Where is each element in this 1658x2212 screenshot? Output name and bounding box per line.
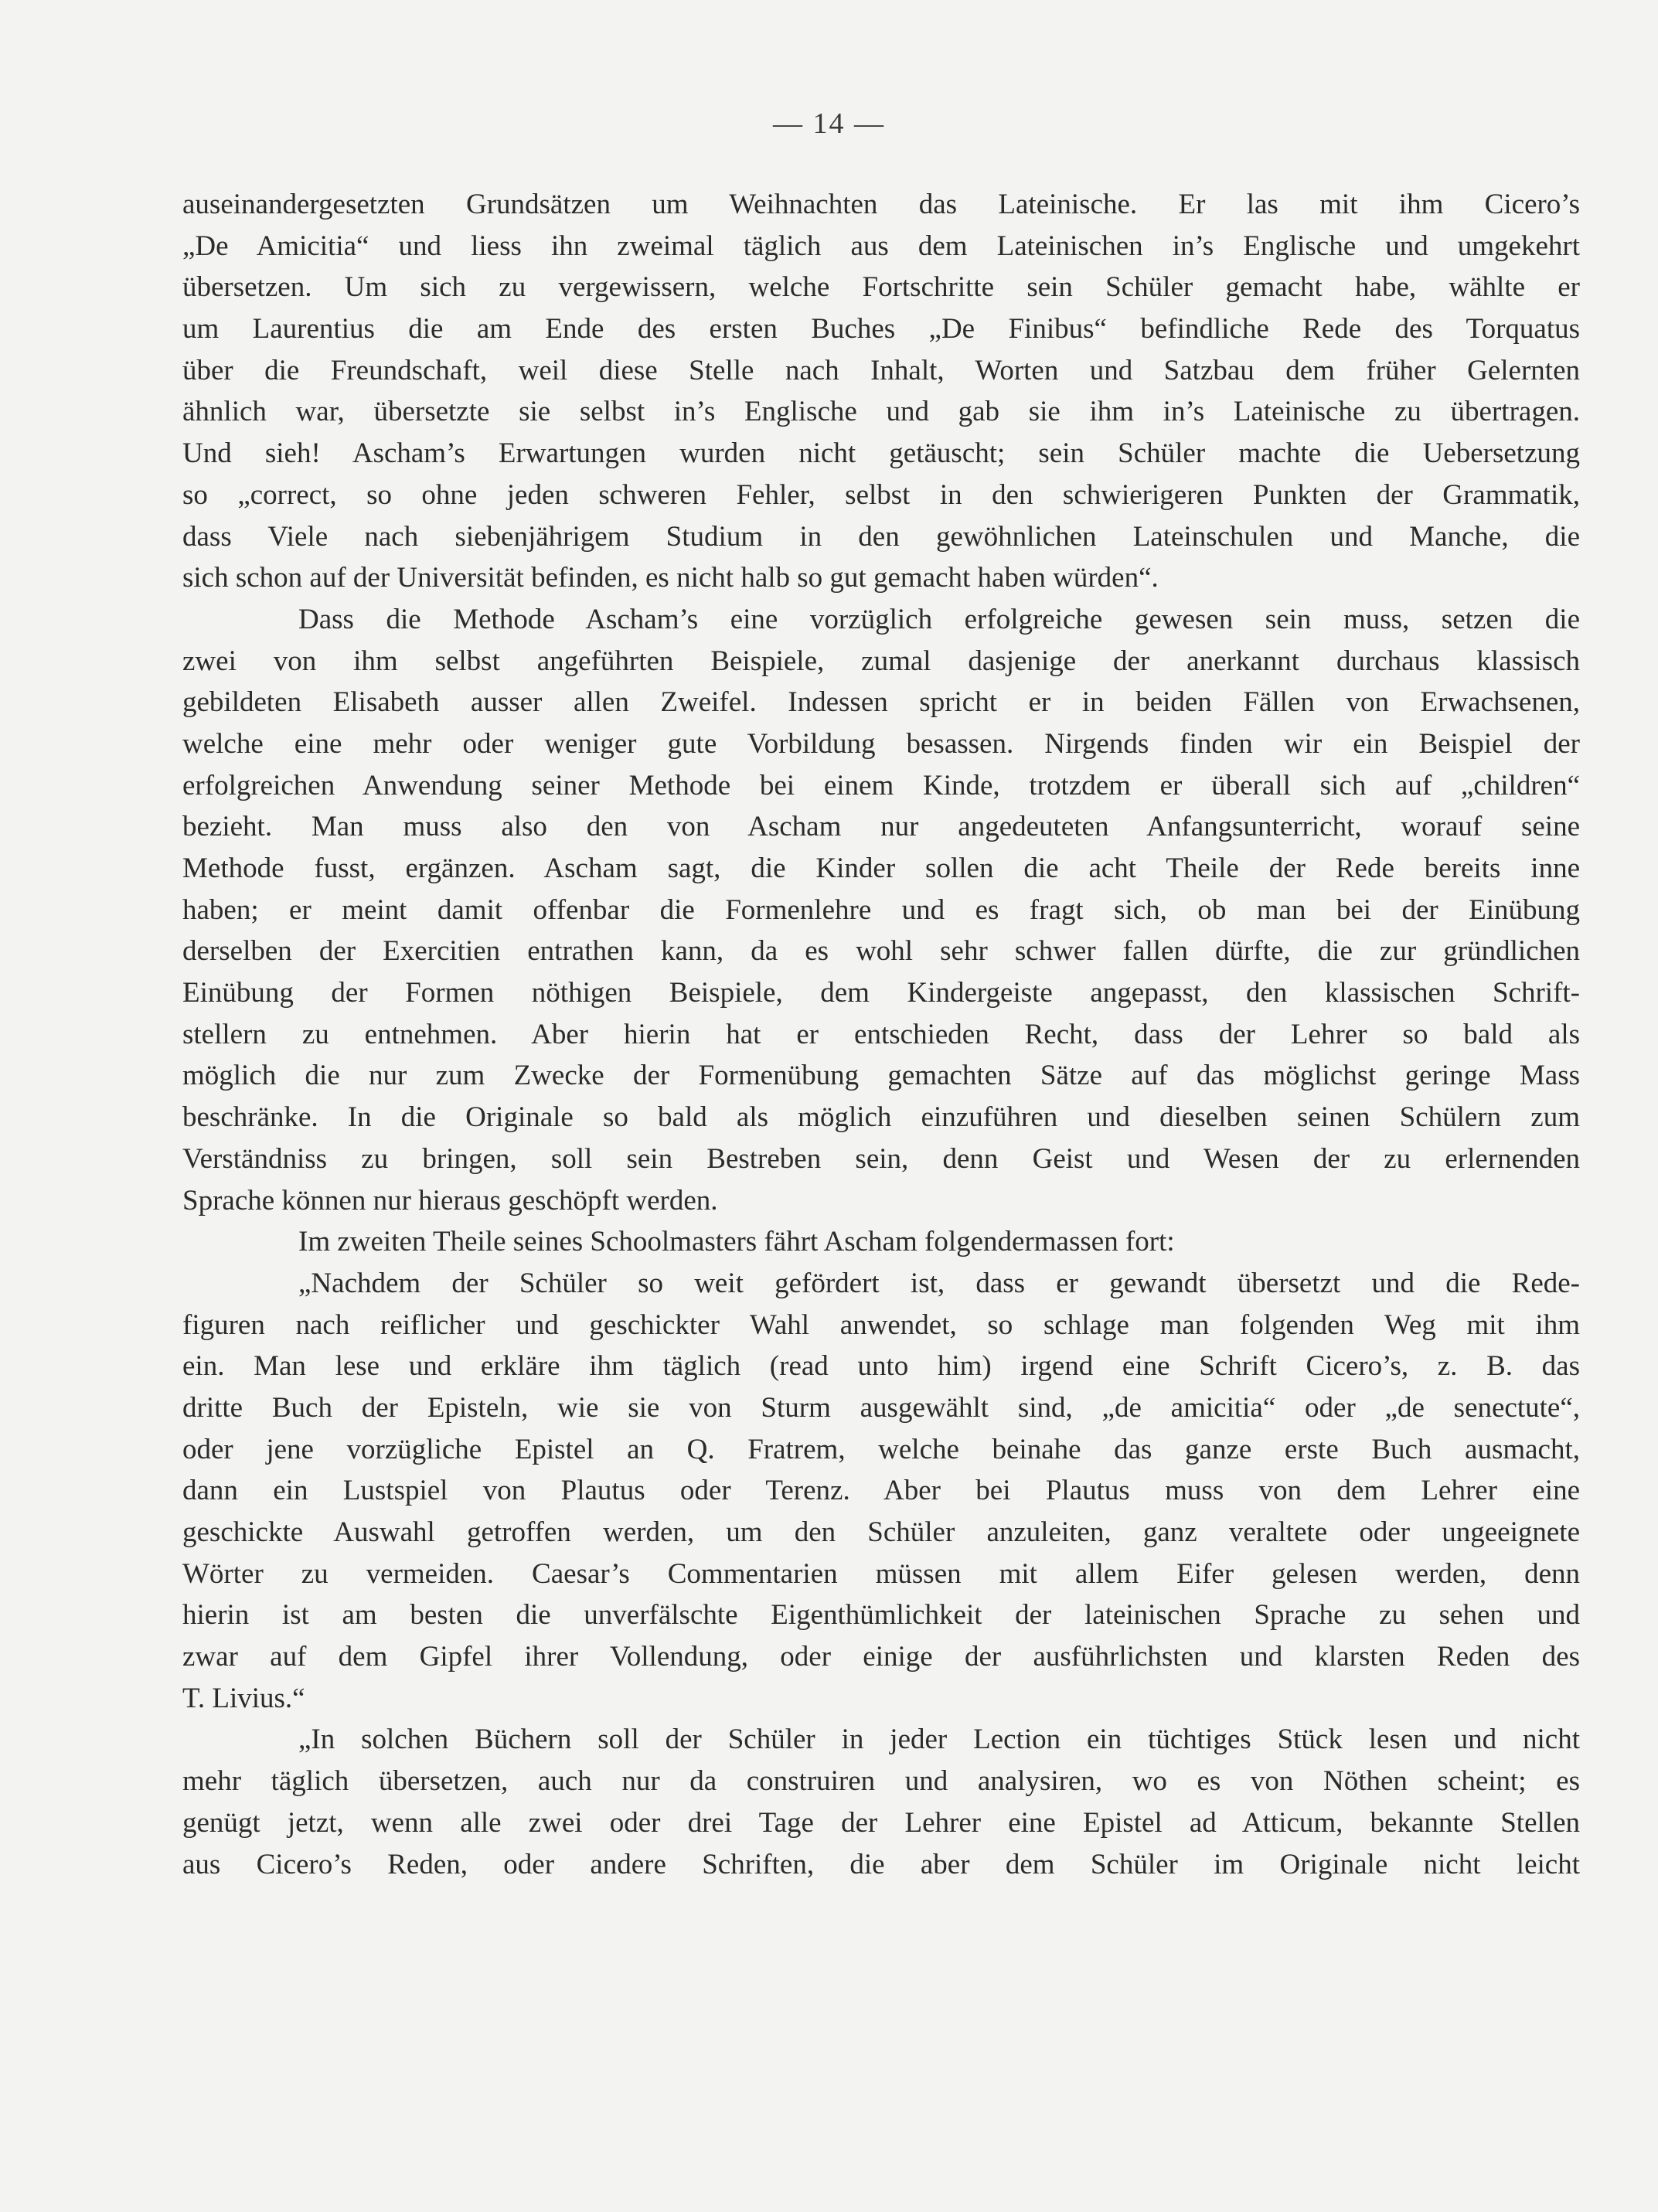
text-line: welche eine mehr oder weniger gute Vorbildung besassen. Nirgends finden wir ein Beispiel der (182, 727, 1580, 760)
body-text (182, 184, 1580, 1885)
text-line: über die Freundschaft, weil diese Stelle nach Inhalt, Worten und Satzbau dem früher Gelernten (182, 354, 1580, 386)
text-line: genügt jetzt, wenn alle zwei oder drei Tage der Lehrer eine Epistel ad Atticum, bekannte Stellen (182, 1806, 1580, 1839)
text-line: sich schon auf der Universität befinden, es nicht halb so gut gemacht haben würden“. (182, 562, 1159, 594)
page-number: — 14 — (773, 107, 885, 140)
text-line: oder jene vorzügliche Epistel an Q. Fratrem, welche beinahe das ganze erste Buch ausmacht, (182, 1433, 1580, 1465)
text-line: T. Livius.“ (182, 1682, 305, 1714)
text-line: übersetzen. Um sich zu vergewissern, welche Fortschritte sein Schüler gemacht habe, wählte er (182, 271, 1580, 304)
text-line: mehr täglich übersetzen, auch nur da construiren und analysiren, wo es von Nöthen scheint; es (182, 1765, 1580, 1798)
text-line: Methode fusst, ergänzen. Ascham sagt, die Kinder sollen die acht Theile der Rede bereits inne (182, 852, 1580, 884)
text-line: zwei von ihm selbst angeführten Beispiele, zumal dasjenige der anerkannt durchaus klassisch (182, 645, 1580, 677)
text-line: ein. Man lese und erkläre ihm täglich (read unto him) irgend eine Schrift Cicero’s, z. B. das (182, 1350, 1580, 1383)
text-line: zwar auf dem Gipfel ihrer Vollendung, oder einige der ausführlichsten und klarsten Reden des (182, 1641, 1580, 1673)
text-line: um Laurentius die am Ende des ersten Buches „De Finibus“ befindliche Rede des Torquatus (182, 313, 1580, 345)
text-line: „De Amicitia“ und liess ihn zweimal täglich aus dem Lateinischen in’s Englische und umgekehrt (182, 230, 1580, 262)
text-line: haben; er meint damit offenbar die Formenlehre und es fragt sich, ob man bei der Einübung (182, 893, 1580, 926)
text-line: Und sieh! Ascham’s Erwartungen wurden nicht getäuscht; sein Schüler machte die Uebersetzung (182, 437, 1580, 470)
text-line: stellern zu entnehmen. Aber hierin hat er entschieden Recht, dass der Lehrer so bald als (182, 1018, 1580, 1050)
text-line: aus Cicero’s Reden, oder andere Schriften, die aber dem Schüler im Originale nicht leicht (182, 1848, 1580, 1880)
text-line: auseinandergesetzten Grundsätzen um Weihnachten das Lateinische. Er las mit ihm Cicero’s (182, 189, 1580, 220)
text-line: ähnlich war, übersetzte sie selbst in’s Englische und gab sie ihm in’s Lateinische zu übertragen. (182, 396, 1580, 428)
text-line: bezieht. Man muss also den von Ascham nur angedeuteten Anfangsunterricht, worauf seine (182, 811, 1580, 843)
text-line: dann ein Lustspiel von Plautus oder Terenz. Aber bei Plautus muss von dem Lehrer eine (182, 1475, 1580, 1507)
text-line: erfolgreichen Anwendung seiner Methode bei einem Kinde, trotzdem er überall sich auf „children“ (182, 769, 1580, 801)
text-line: möglich die nur zum Zwecke der Formenübung gemachten Sätze auf das möglichst geringe Mass (182, 1060, 1580, 1092)
text-line: dritte Buch der Episteln, wie sie von Sturm ausgewählt sind, „de amicitia“ oder „de senectute“, (182, 1391, 1580, 1424)
text-line: „Nachdem der Schüler so weit gefördert ist, dass er gewandt übersetzt und die Rede- (298, 1267, 1580, 1299)
text-line: beschränke. In die Originale so bald als möglich einzuführen und dieselben seinen Schülern zum (182, 1101, 1580, 1134)
text-line: geschickte Auswahl getroffen werden, um den Schüler anzuleiten, ganz veraltete oder ungeeignete (182, 1516, 1580, 1548)
text-line: „In solchen Büchern soll der Schüler in jeder Lection ein tüchtiges Stück lesen und nicht (298, 1724, 1580, 1756)
text-line: so „correct, so ohne jeden schweren Fehler, selbst in den schwierigeren Punkten der Grammatik, (182, 478, 1580, 511)
text-line: Wörter zu vermeiden. Caesar’s Commentarien müssen mit allem Eifer gelesen werden, denn (182, 1557, 1580, 1590)
text-line: hierin ist am besten die unverfälschte Eigenthümlichkeit der lateinischen Sprache zu sehen und (182, 1599, 1580, 1632)
text-line: Verständniss zu bringen, soll sein Bestreben sein, denn Geist und Wesen der zu erlernenden (182, 1142, 1580, 1175)
text-line: Dass die Methode Ascham’s eine vorzüglich erfolgreiche gewesen sein muss, setzen die (298, 603, 1580, 635)
text-line: Im zweiten Theile seines Schoolmasters fährt Ascham folgendermassen fort: (298, 1226, 1175, 1258)
text-line: Einübung der Formen nöthigen Beispiele, dem Kindergeiste angepasst, den klassischen Schrift- (182, 977, 1580, 1009)
text-line: derselben der Exercitien entrathen kann, da es wohl sehr schwer fallen dürfte, die zur gründlichen (182, 935, 1580, 968)
text-line: gebildeten Elisabeth ausser allen Zweifel. Indessen spricht er in beiden Fällen von Erwachsenen, (182, 686, 1580, 719)
text-line: figuren nach reiflicher und geschickter Wahl anwendet, so schlage man folgenden Weg mit ihm (182, 1308, 1580, 1341)
text-line: dass Viele nach siebenjährigem Studium in den gewöhnlichen Lateinschulen und Manche, die (182, 520, 1580, 553)
text-line: Sprache können nur hieraus geschöpft werden. (182, 1184, 718, 1217)
